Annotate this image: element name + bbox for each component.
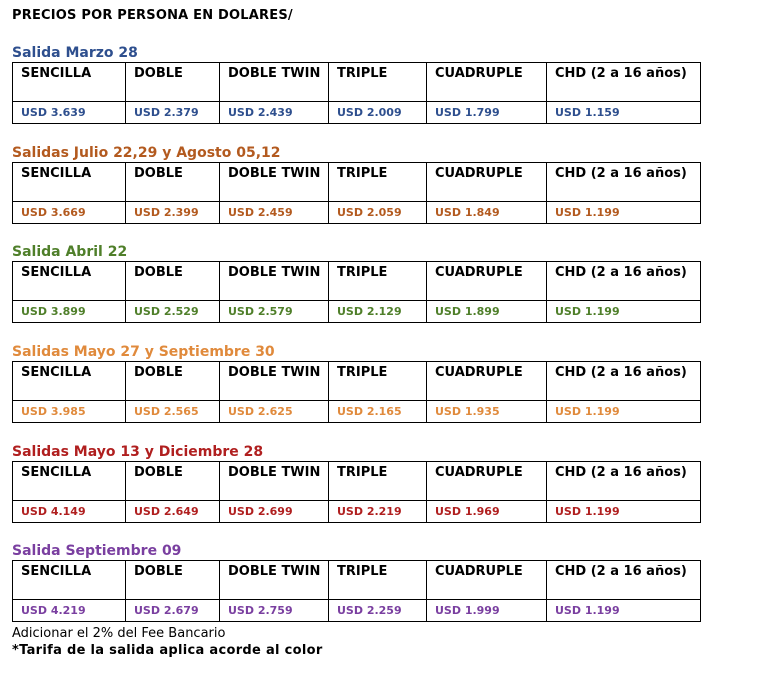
column-header: CHD (2 a 16 años) xyxy=(547,362,701,401)
price-cell: USD 2.529 xyxy=(126,301,220,323)
price-cell: USD 2.579 xyxy=(220,301,329,323)
section-title: Salida Marzo 28 xyxy=(12,45,138,61)
price-cell: USD 1.199 xyxy=(547,401,701,423)
price-cell: USD 3.985 xyxy=(13,401,126,423)
price-cell: USD 4.219 xyxy=(13,600,126,622)
price-table xyxy=(12,261,701,323)
price-table xyxy=(12,560,701,622)
price-cell: USD 2.059 xyxy=(329,202,427,224)
price-table xyxy=(12,162,701,224)
column-header: DOBLE xyxy=(126,163,220,202)
price-section xyxy=(12,543,700,622)
column-header: TRIPLE xyxy=(329,262,427,301)
column-header: SENCILLA xyxy=(13,561,126,600)
column-header: CUADRUPLE xyxy=(427,163,547,202)
price-cell: USD 1.899 xyxy=(427,301,547,323)
price-cell: USD 1.199 xyxy=(547,301,701,323)
column-header: DOBLE TWIN xyxy=(220,362,329,401)
price-cell: USD 2.625 xyxy=(220,401,329,423)
price-cell: USD 1.935 xyxy=(427,401,547,423)
column-header: CHD (2 a 16 años) xyxy=(547,462,701,501)
column-header: CUADRUPLE xyxy=(427,561,547,600)
table-header-row xyxy=(13,63,701,102)
price-cell: USD 1.999 xyxy=(427,600,547,622)
price-cell: USD 2.679 xyxy=(126,600,220,622)
column-header: CHD (2 a 16 años) xyxy=(547,63,701,102)
section-title: Salidas Julio 22,29 y Agosto 05,12 xyxy=(12,145,281,161)
price-cell: USD 3.639 xyxy=(13,102,126,124)
price-cell: USD 2.219 xyxy=(329,501,427,523)
price-cell: USD 2.649 xyxy=(126,501,220,523)
price-cell: USD 2.699 xyxy=(220,501,329,523)
price-cell: USD 1.159 xyxy=(547,102,701,124)
price-cell: USD 1.199 xyxy=(547,501,701,523)
price-cell: USD 1.969 xyxy=(427,501,547,523)
column-header: CUADRUPLE xyxy=(427,262,547,301)
column-header: SENCILLA xyxy=(13,163,126,202)
price-cell: USD 2.259 xyxy=(329,600,427,622)
price-section xyxy=(12,344,700,423)
price-cell: USD 2.759 xyxy=(220,600,329,622)
column-header: DOBLE TWIN xyxy=(220,163,329,202)
column-header: SENCILLA xyxy=(13,362,126,401)
price-cell: USD 2.165 xyxy=(329,401,427,423)
price-section xyxy=(12,145,700,224)
column-header: CUADRUPLE xyxy=(427,63,547,102)
price-cell: USD 1.799 xyxy=(427,102,547,124)
column-header: CHD (2 a 16 años) xyxy=(547,163,701,202)
page-title: PRECIOS POR PERSONA EN DOLARES/ xyxy=(12,8,293,23)
column-header: TRIPLE xyxy=(329,362,427,401)
price-section xyxy=(12,444,700,523)
price-cell: USD 2.565 xyxy=(126,401,220,423)
table-header-row xyxy=(13,462,701,501)
price-section xyxy=(12,244,700,323)
table-header-row xyxy=(13,561,701,600)
price-cell: USD 1.199 xyxy=(547,600,701,622)
table-row xyxy=(13,102,701,124)
table-header-row xyxy=(13,362,701,401)
table-header-row xyxy=(13,262,701,301)
price-section xyxy=(12,45,700,124)
column-header: DOBLE xyxy=(126,362,220,401)
table-row xyxy=(13,202,701,224)
table-row xyxy=(13,600,701,622)
color-note: *Tarifa de la salida aplica acorde al color xyxy=(12,643,323,658)
section-title: Salidas Mayo 27 y Septiembre 30 xyxy=(12,344,275,360)
column-header: DOBLE TWIN xyxy=(220,462,329,501)
price-table xyxy=(12,461,701,523)
table-row xyxy=(13,401,701,423)
price-table xyxy=(12,361,701,423)
column-header: TRIPLE xyxy=(329,462,427,501)
table-row xyxy=(13,301,701,323)
column-header: DOBLE xyxy=(126,462,220,501)
section-title: Salida Abril 22 xyxy=(12,244,128,260)
column-header: SENCILLA xyxy=(13,63,126,102)
column-header: TRIPLE xyxy=(329,63,427,102)
column-header: CHD (2 a 16 años) xyxy=(547,561,701,600)
section-title: Salida Septiembre 09 xyxy=(12,543,182,559)
column-header: CUADRUPLE xyxy=(427,362,547,401)
column-header: SENCILLA xyxy=(13,262,126,301)
price-cell: USD 2.129 xyxy=(329,301,427,323)
column-header: DOBLE xyxy=(126,63,220,102)
price-cell: USD 3.899 xyxy=(13,301,126,323)
column-header: CHD (2 a 16 años) xyxy=(547,262,701,301)
column-header: DOBLE xyxy=(126,561,220,600)
column-header: SENCILLA xyxy=(13,462,126,501)
price-cell: USD 1.199 xyxy=(547,202,701,224)
column-header: DOBLE TWIN xyxy=(220,262,329,301)
table-header-row xyxy=(13,163,701,202)
price-cell: USD 2.399 xyxy=(126,202,220,224)
section-title: Salidas Mayo 13 y Diciembre 28 xyxy=(12,444,264,460)
table-row xyxy=(13,501,701,523)
column-header: DOBLE TWIN xyxy=(220,561,329,600)
price-cell: USD 2.459 xyxy=(220,202,329,224)
column-header: DOBLE xyxy=(126,262,220,301)
price-cell: USD 1.849 xyxy=(427,202,547,224)
price-cell: USD 3.669 xyxy=(13,202,126,224)
column-header: DOBLE TWIN xyxy=(220,63,329,102)
column-header: CUADRUPLE xyxy=(427,462,547,501)
fee-note: Adicionar el 2% del Fee Bancario xyxy=(12,626,226,641)
price-cell: USD 2.009 xyxy=(329,102,427,124)
price-cell: USD 2.439 xyxy=(220,102,329,124)
price-table xyxy=(12,62,701,124)
price-cell: USD 4.149 xyxy=(13,501,126,523)
column-header: TRIPLE xyxy=(329,561,427,600)
column-header: TRIPLE xyxy=(329,163,427,202)
price-cell: USD 2.379 xyxy=(126,102,220,124)
